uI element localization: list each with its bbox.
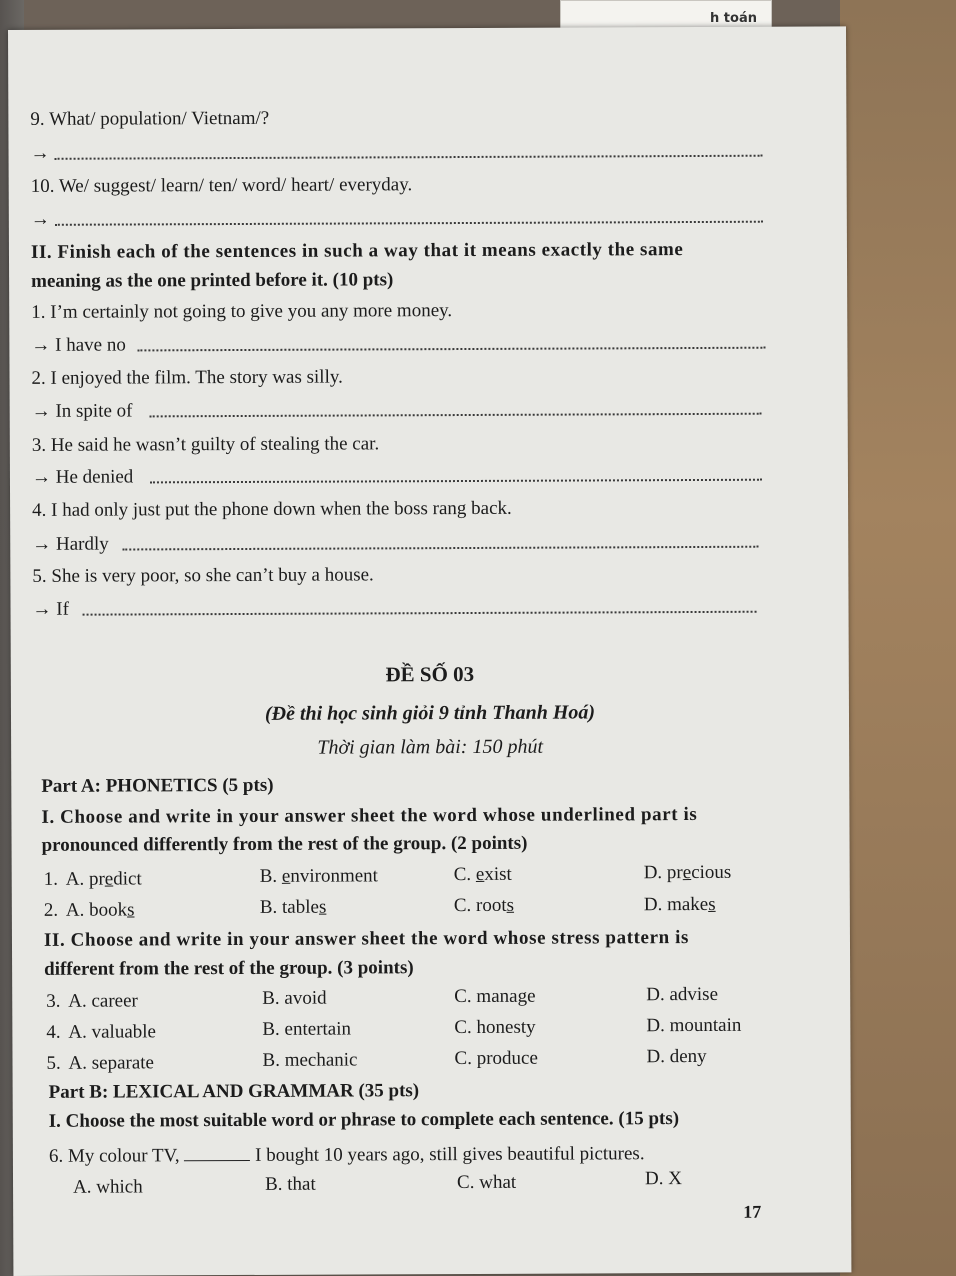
part-a-section-2-line1: II. Choose and write in your answer sheet the word whose stress pattern is [43,927,690,951]
q3-number: 3. [46,990,61,1012]
q2-option-a: A. books [65,899,135,921]
q1-option-d: D. precious [643,861,732,884]
test-time: Thời gian làm bài: 150 phút [317,735,544,759]
q1-option-a: A. predict [65,868,142,890]
rewrite-2-starter: → In spite of [31,400,133,422]
answer-line-rewrite-5 [83,609,757,616]
answer-line-rewrite-3 [150,477,762,484]
part-a-heading: Part A: PHONETICS (5 pts) [41,774,274,797]
q5-number: 5. [46,1052,61,1074]
book-page [8,26,851,1276]
question-10-arrow: → [30,208,50,230]
part-b-heading: Part B: LEXICAL AND GRAMMAR (35 pts) [48,1080,420,1103]
background-cardboard [840,0,956,1276]
q4-option-b: B. entertain [262,1018,352,1040]
rewrite-1-starter: → I have no [31,334,126,356]
question-10-prompt: 10. We/ suggest/ learn/ ten/ word/ heart/ everyday. [30,174,413,197]
q5-option-a: A. separate [68,1052,155,1074]
q6-option-b: B. that [264,1173,316,1195]
q2-number: 2. [43,899,59,921]
q3-option-c: C. manage [454,985,536,1008]
section-2-heading-line2: meaning as the one printed before it. (10 pts) [31,269,394,292]
q5-option-b: B. mechanic [262,1049,358,1071]
q4-option-a: A. valuable [68,1021,156,1043]
answer-line-rewrite-1 [137,345,765,352]
rewrite-4-sentence: 4. I had only just put the phone down when the boss rang back. [32,497,512,521]
q6-option-d: D. X [644,1168,683,1190]
test-title: ĐỀ SỐ 03 [385,661,475,687]
rewrite-1-sentence: 1. I’m certainly not going to give you any more money. [31,300,453,323]
q2-option-d: D. makes [643,893,716,916]
part-a-section-1-line2: pronounced differently from the rest of the group. (2 points) [41,832,528,856]
answer-line-rewrite-2 [150,411,762,418]
rewrite-3-sentence: 3. He said he wasn’t guilty of stealing the car. [31,433,380,456]
question-9-prompt: 9. What/ population/ Vietnam/? [30,107,270,130]
q5-option-d: D. deny [646,1045,707,1068]
rewrite-5-sentence: 5. She is very poor, so she can’t buy a house. [32,564,374,587]
q5-option-c: C. produce [454,1047,538,1070]
q6-blank [184,1144,250,1161]
test-subtitle: (Đề thi học sinh giỏi 9 tỉnh Thanh Hoá) [264,701,596,725]
question-9-arrow: → [30,142,50,164]
section-2-heading-line1: II. Finish each of the sentences in such a way that it means exactly the same [30,239,684,263]
q6-option-a: A. which [73,1176,143,1198]
q4-option-c: C. honesty [454,1016,536,1039]
q3-option-a: A. career [68,990,138,1012]
q4-number: 4. [46,1021,61,1043]
q2-option-c: C. roots [453,894,515,917]
rewrite-2-sentence: 2. I enjoyed the film. The story was silly. [31,366,343,389]
q2-option-b: B. tables [259,896,327,918]
tab-label: h toán [704,9,763,30]
page-number: 17 [743,1201,762,1222]
rewrite-5-starter: → If [32,598,69,620]
rewrite-4-starter: → Hardly [32,533,109,555]
q1-option-b: B. environment [259,865,378,887]
part-b-section-1: I. Choose the most suitable word or phrase to complete each sentence. (15 pts) [48,1108,680,1132]
answer-line-10 [55,219,763,226]
rewrite-3-starter: → He denied [31,466,134,488]
q6-option-c: C. what [456,1171,517,1194]
q3-option-d: D. advise [646,983,719,1006]
q4-option-d: D. mountain [646,1014,742,1037]
q3-option-b: B. avoid [262,987,327,1009]
part-a-section-1-line1: I. Choose and write in your answer sheet the word whose underlined part is [41,803,698,828]
answer-line-rewrite-4 [122,544,758,551]
answer-line-9 [55,153,763,160]
part-a-section-2-line2: different from the rest of the group. (3 points) [44,957,414,980]
q6-sentence: 6. My colour TV, I bought 10 years ago, still gives beautiful pictures. [48,1143,645,1167]
q1-option-c: C. exist [453,863,512,886]
q1-number: 1. [43,868,59,890]
